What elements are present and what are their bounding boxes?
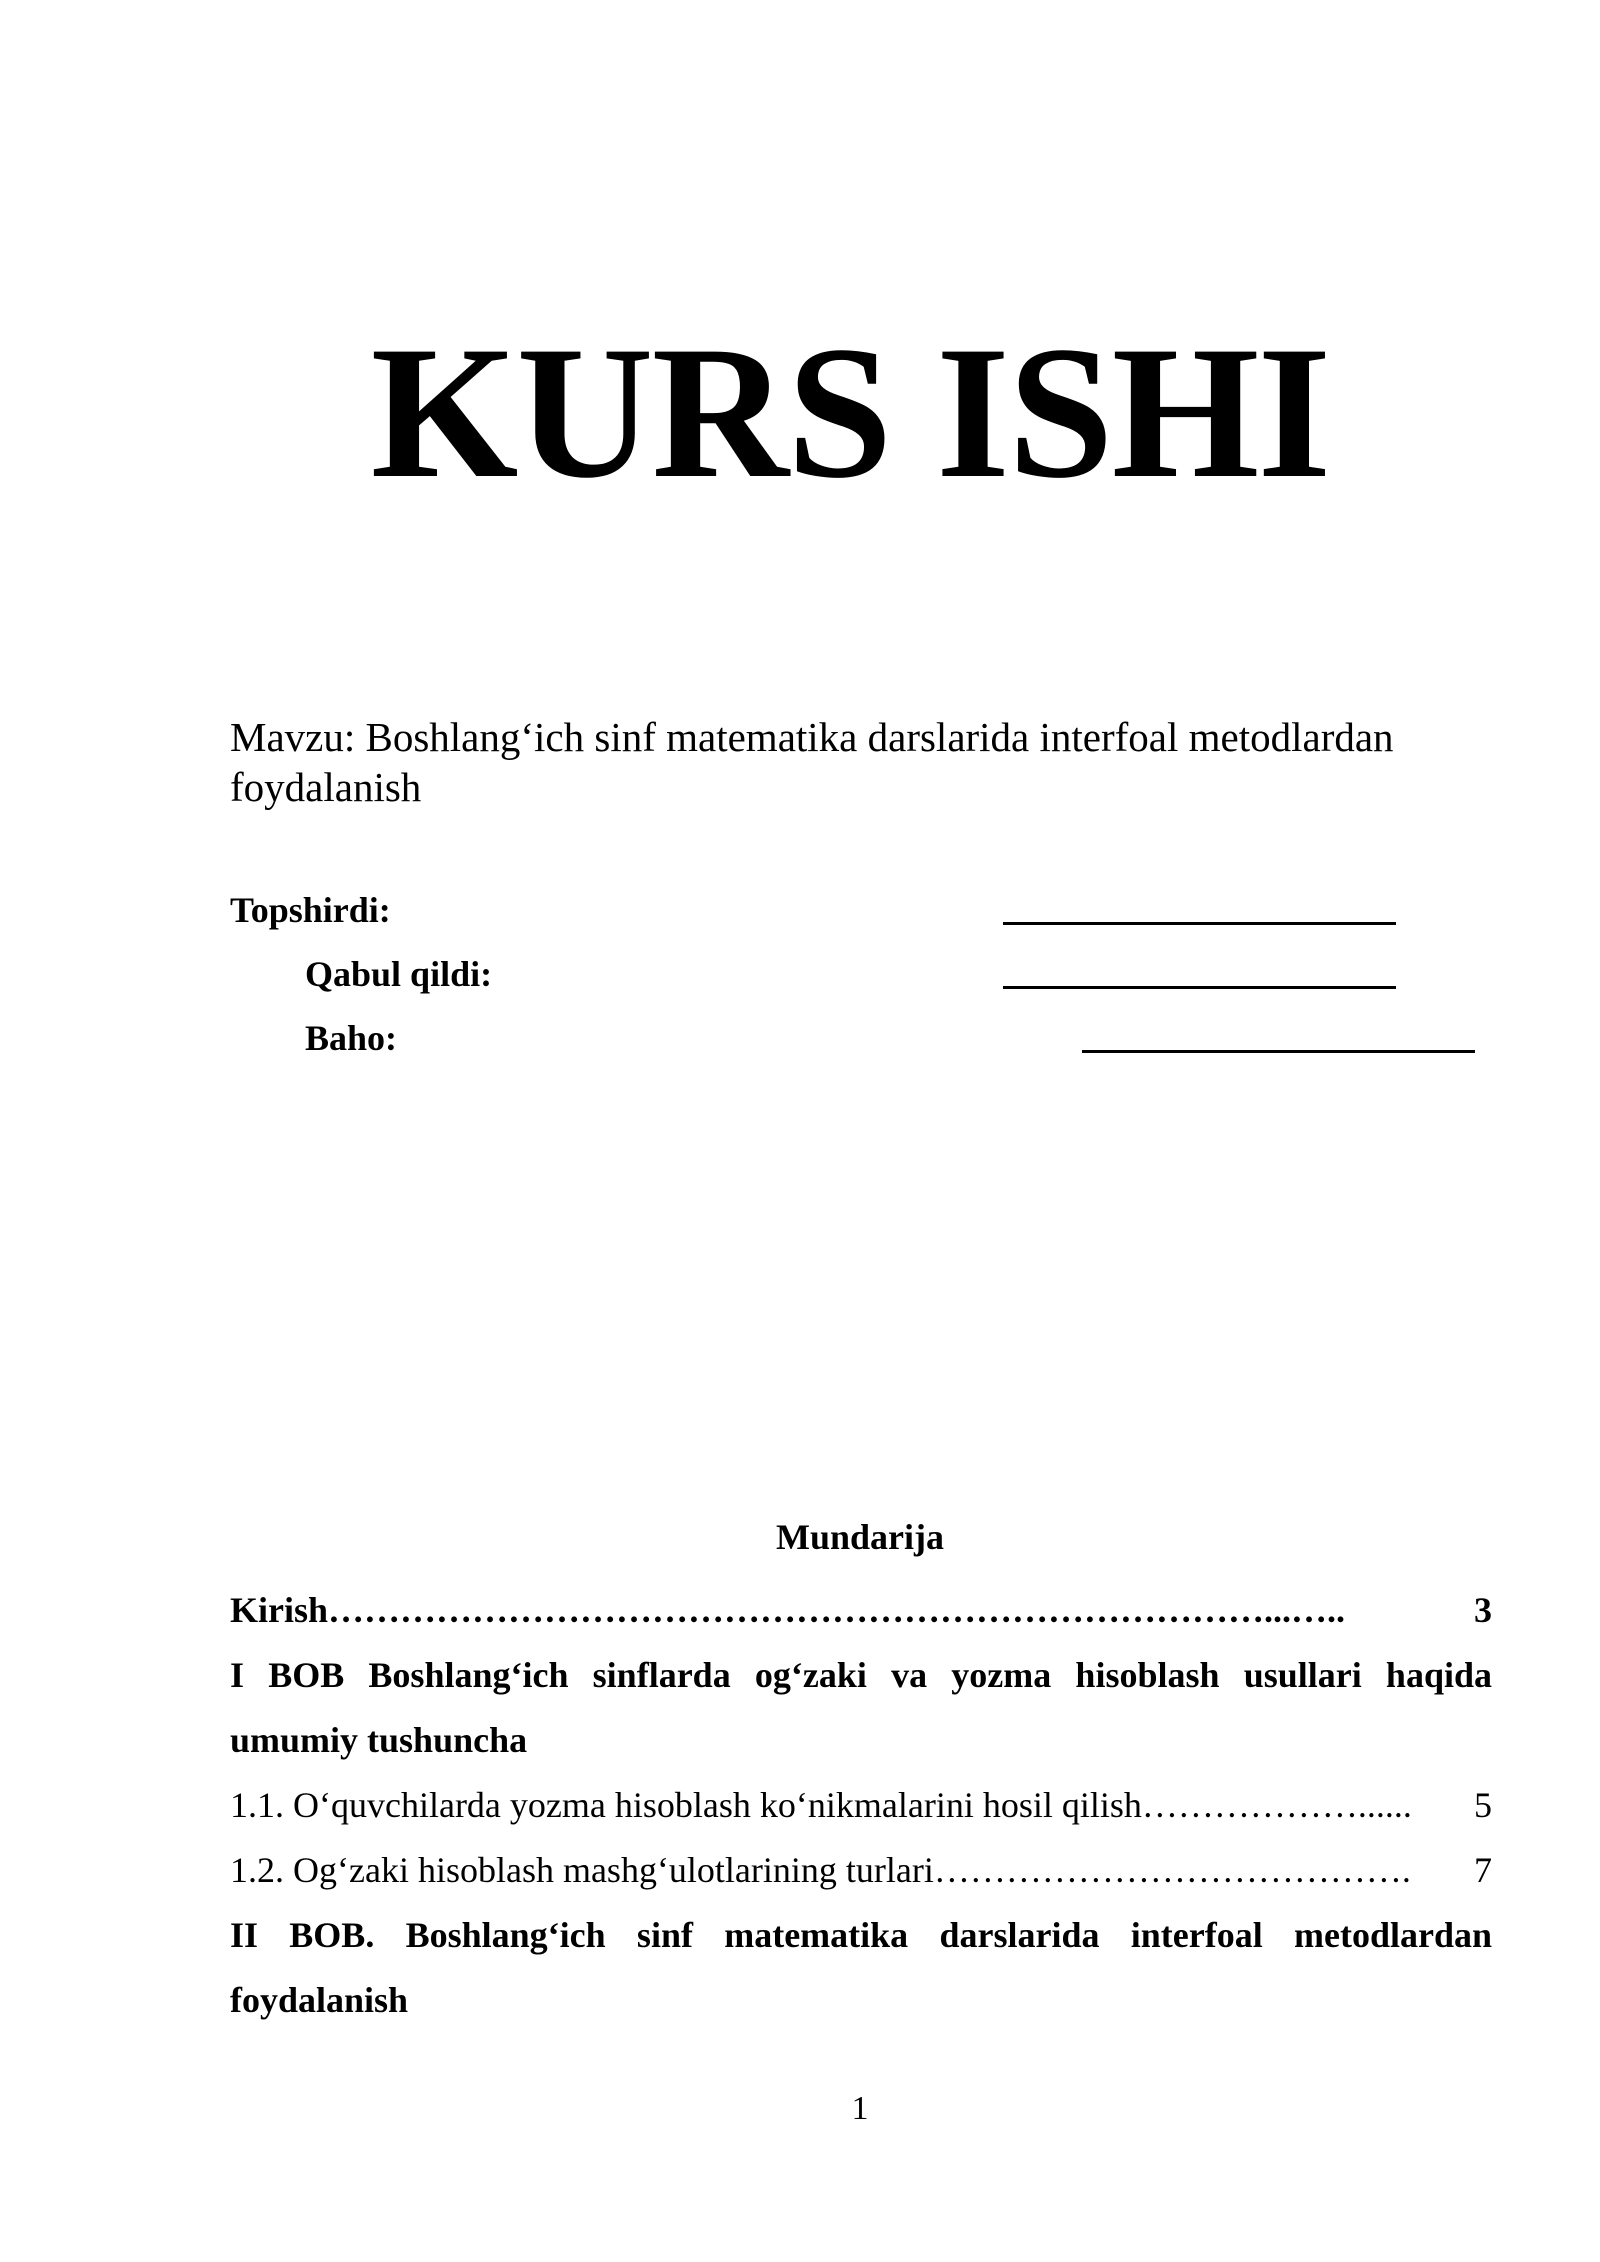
toc-entry-leader: ……………………………………………………………………...….. (328, 1590, 1346, 1630)
toc-chapter-2: II BOB. Boshlang‘ich sinf matematika darslarida interfoal metodlardan foydalanish (230, 1915, 1492, 2020)
signature-label-grade: Baho: (305, 1018, 398, 1058)
signature-line-accepted (1003, 986, 1396, 989)
toc-entry-1-2 (230, 1838, 1492, 1903)
toc-entry-1-1 (230, 1773, 1492, 1838)
toc-chapter-1: I BOB Boshlang‘ich sinflarda og‘zaki va yozma hisoblash usullari haqida umumiy tushuncha (230, 1655, 1492, 1760)
toc-entry-label: Kirish (230, 1590, 329, 1630)
table-of-contents (230, 1578, 1492, 2033)
toc-entry-page: 3 (1474, 1590, 1492, 1630)
signature-line-submitted (1003, 922, 1396, 925)
toc-entry-label: 1.1. O‘quvchilarda yozma hisoblash ko‘nikmalarini hosil qilish (230, 1785, 1142, 1825)
toc-entry-page: 7 (1474, 1850, 1492, 1890)
signature-line-grade (1082, 1050, 1475, 1053)
toc-entry-introduction (230, 1578, 1492, 1643)
toc-heading: Mundarija (775, 1517, 944, 1557)
signature-label-submitted: Topshirdi: (230, 890, 391, 930)
toc-entry-leader: ………………...... (1141, 1785, 1412, 1825)
toc-entry-leader: …………………………………. (933, 1850, 1411, 1890)
topic-text: Mavzu: Boshlang‘ich sinf matematika darslarida interfoal metodlardan foydalanish (230, 714, 1394, 810)
page-number: 1 (851, 2090, 869, 2127)
document-title: KURS ISHI (370, 308, 1330, 518)
toc-entry-label: 1.2. Og‘zaki hisoblash mashg‘ulotlarining turlari (230, 1850, 934, 1890)
signature-label-accepted: Qabul qildi: (305, 954, 493, 994)
toc-entry-page: 5 (1474, 1785, 1492, 1825)
